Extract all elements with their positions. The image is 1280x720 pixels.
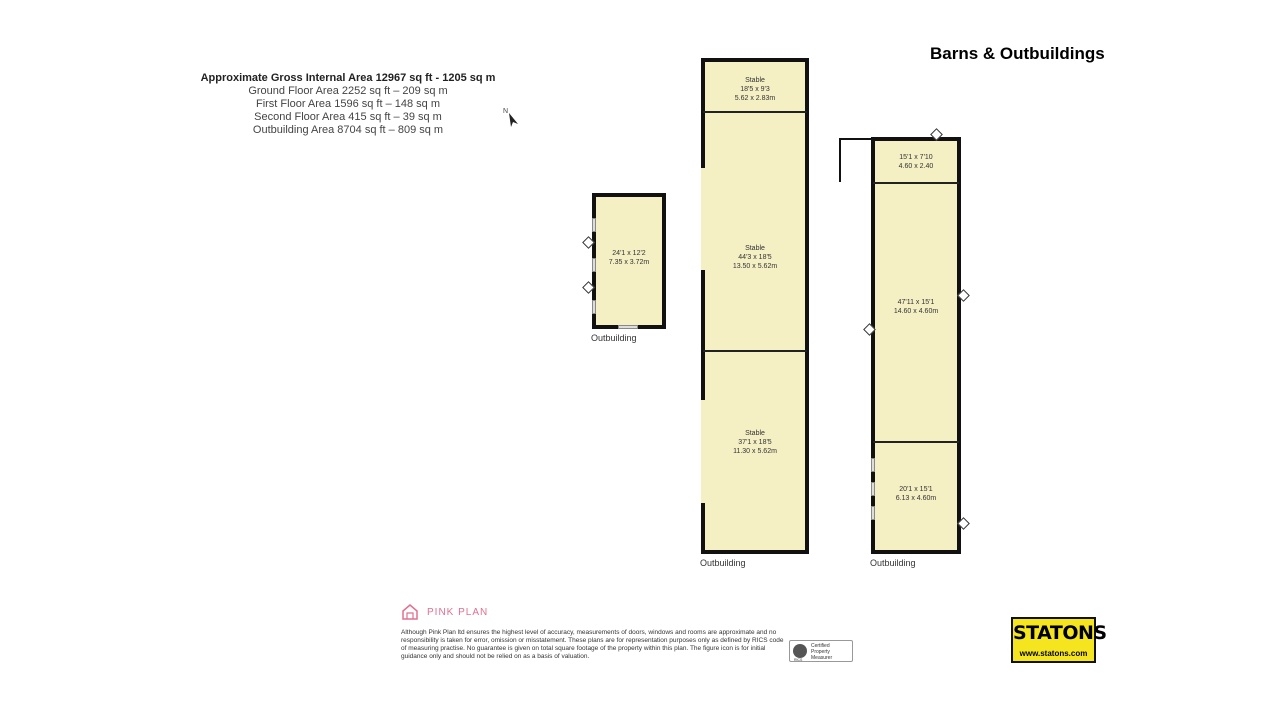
room-dim-imperial: 15'1 x 7'10	[899, 154, 933, 161]
second-floor-area: Second Floor Area 415 sq ft – 39 sq m	[254, 111, 442, 123]
room-dim-metric: 6.13 x 4.60m	[895, 495, 937, 502]
right-room-2-label	[875, 298, 957, 316]
window-icon	[618, 325, 638, 329]
room-divider	[703, 350, 807, 352]
external-wall	[839, 138, 873, 140]
room-dim-imperial: 18'5 x 9'3	[740, 86, 770, 93]
window-icon	[871, 458, 875, 472]
room-dim-imperial: 47'11 x 15'1	[897, 299, 935, 306]
area-summary	[200, 72, 496, 137]
rics-line: Property	[811, 649, 830, 655]
external-wall	[839, 138, 841, 182]
total-area: Approximate Gross Internal Area 12967 sq ft - 1205 sq m	[200, 72, 496, 84]
room-divider	[873, 182, 959, 184]
room-divider	[873, 441, 959, 443]
wall-segment	[701, 58, 705, 168]
room-dim-metric: 7.35 x 3.72m	[608, 259, 650, 266]
ground-floor-area: Ground Floor Area 2252 sq ft – 209 sq m	[248, 85, 448, 97]
room-dim-imperial: 44'3 x 18'5	[738, 254, 772, 261]
room-name: Stable	[745, 245, 765, 252]
room-dim-imperial: 20'1 x 15'1	[899, 486, 933, 493]
north-arrow-icon	[506, 112, 520, 128]
stable-1-label	[705, 76, 805, 103]
window-icon	[592, 300, 596, 314]
room-dim-imperial: 37'1 x 18'5	[738, 439, 772, 446]
room-dim-metric: 5.62 x 2.83m	[734, 95, 776, 102]
small-outbuilding-caption: Outbuilding	[591, 333, 637, 343]
right-outbuilding-caption: Outbuilding	[870, 558, 916, 568]
room-name: Stable	[745, 430, 765, 437]
first-floor-area: First Floor Area 1596 sq ft – 148 sq m	[255, 98, 441, 110]
outbuilding-area: Outbuilding Area 8704 sq ft – 809 sq m	[252, 124, 444, 136]
pink-plan-logo-icon	[401, 603, 419, 621]
pink-plan-brand: PINK PLAN	[427, 607, 489, 618]
rics-line: Certified	[811, 643, 830, 649]
stables-building	[701, 58, 809, 554]
room-divider	[703, 111, 807, 113]
statons-logo	[1011, 617, 1107, 663]
rics-line: Measurer	[811, 655, 833, 661]
stable-3-label	[705, 429, 805, 456]
rics-logo-icon	[793, 644, 807, 658]
right-room-1-label	[875, 153, 957, 171]
room-dim-metric: 14.60 x 4.60m	[893, 308, 939, 315]
rics-text	[811, 643, 832, 661]
disclaimer-text: Although Pink Plan ltd ensures the highest level of accuracy, measurements of doors, windows and rooms are approximate and no responsibility is taken for error, omission or misstatement. These plans are for representation purposes only as defined by RICS code of measuring practise. No guarantee is given on total square footage of the property within this plan. The figure icon is for initial guidance only and should not be relied on as a basis of valuation.	[401, 629, 784, 660]
agent-url: www.statons.com	[1019, 649, 1088, 658]
wall-segment	[701, 503, 705, 554]
room-name: Stable	[745, 77, 765, 84]
room-dim-metric: 4.60 x 2.40	[898, 163, 934, 170]
room-dim-imperial: 24'1 x 12'2	[612, 250, 646, 257]
agent-name: STATONS	[1013, 622, 1107, 644]
stables-outbuilding-caption: Outbuilding	[700, 558, 746, 568]
stable-2-label	[705, 244, 805, 271]
room-dim-metric: 13.50 x 5.62m	[732, 263, 778, 270]
wall-segment	[701, 270, 705, 400]
page-title: Barns & Outbuildings	[930, 44, 1105, 63]
right-room-3-label	[875, 485, 957, 503]
window-icon	[592, 218, 596, 232]
rics-abbr: RICS	[794, 658, 803, 662]
window-icon	[871, 506, 875, 520]
rics-badge	[789, 640, 853, 662]
room-label	[592, 249, 666, 267]
room-dim-metric: 11.30 x 5.62m	[733, 448, 777, 455]
north-label: N	[503, 108, 509, 115]
